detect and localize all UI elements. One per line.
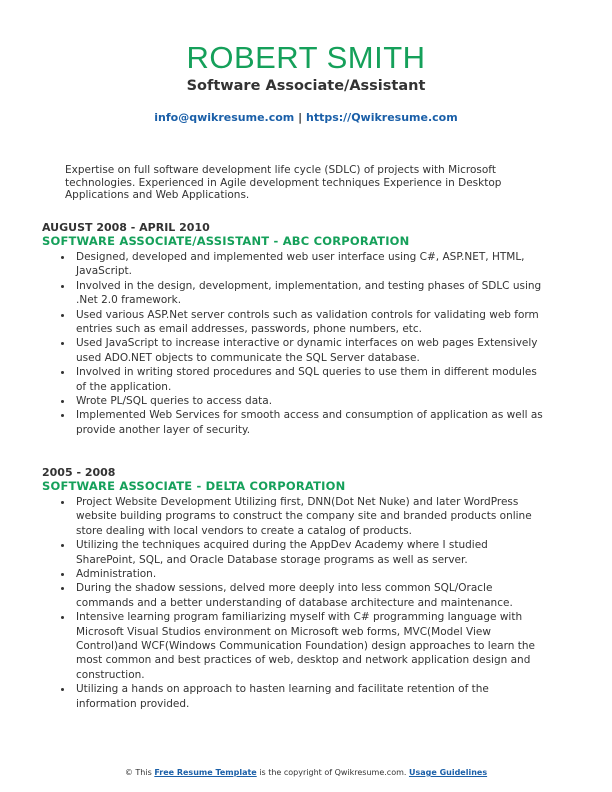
free-resume-template-link[interactable]: Free Resume Template	[154, 768, 257, 777]
list-item: Used JavaScript to increase interactive or dynamic interfaces on web pages Extensively used ADO.NET objects to communicate the SQL Server database.	[76, 336, 547, 365]
footer-copyright-text: is the copyright of Qwikresume.com.	[259, 768, 407, 777]
job-role: SOFTWARE ASSOCIATE - DELTA CORPORATION	[42, 479, 346, 493]
job-entry	[42, 466, 547, 711]
footer	[0, 768, 612, 778]
list-item: Involved in the design, development, implementation, and testing phases of SDLC using .Net 2.0 framework.	[76, 279, 547, 308]
list-item: Designed, developed and implemented web user interface using C#, ASP.NET, HTML, JavaScript.	[76, 250, 547, 279]
list-item: Implemented Web Services for smooth access and consumption of application as well as provide another layer of security.	[76, 408, 547, 437]
website-link[interactable]: https://Qwikresume.com	[305, 111, 458, 124]
email-link[interactable]: info@qwikresume.com	[154, 111, 295, 124]
summary-paragraph: Expertise on full software development life cycle (SDLC) of projects with Microsoft technologies. Experienced in Agile development techniques Experience in Desktop Applications and Web Applications.	[65, 164, 502, 201]
list-item: Involved in writing stored procedures and SQL queries to use them in different modules of the application.	[76, 365, 547, 394]
contact-separator: |	[298, 111, 303, 124]
footer-prefix: © This	[124, 768, 152, 777]
candidate-name: ROBERT SMITH	[186, 40, 426, 75]
list-item: Used various ASP.Net server controls such as validation controls for validating web form entries such as email addresses, passwords, phone numbers, etc.	[76, 308, 547, 337]
contact-line	[0, 111, 612, 125]
job-dates: AUGUST 2008 - APRIL 2010	[42, 221, 210, 234]
job-dates: 2005 - 2008	[42, 466, 116, 479]
job-title: Software Associate/Assistant	[186, 78, 426, 94]
list-item: Intensive learning program familiarizing myself with C# programming language with Microsoft Visual Studios environment on Microsoft web forms, MVC(Model View Control)and WCF(Windows Communication Foundation) design approaches to learn the most common and best practices of web, desktop and network application design and construction.	[76, 610, 547, 682]
usage-guidelines-link[interactable]: Usage Guidelines	[408, 768, 488, 777]
list-item: During the shadow sessions, delved more deeply into less common SQL/Oracle commands and a better understanding of database architecture and maintenance.	[76, 581, 547, 610]
list-item: Utilizing a hands on approach to hasten learning and facilitate retention of the information provided.	[76, 682, 547, 711]
job-role: SOFTWARE ASSOCIATE/ASSISTANT - ABC CORPORATION	[42, 234, 410, 248]
job-entry	[42, 221, 547, 437]
list-item: Administration.	[76, 567, 547, 581]
job-bullet-list	[42, 495, 547, 711]
list-item: Utilizing the techniques acquired during the AppDev Academy where I studied SharePoint, SQL, and Oracle Database storage programs as well as server.	[76, 538, 547, 567]
job-bullet-list	[42, 250, 547, 437]
list-item: Project Website Development Utilizing first, DNN(Dot Net Nuke) and later WordPress website building programs to construct the company site and branded products online store dealing with local vendors to create a catalog of products.	[76, 495, 547, 538]
list-item: Wrote PL/SQL queries to access data.	[76, 394, 547, 408]
